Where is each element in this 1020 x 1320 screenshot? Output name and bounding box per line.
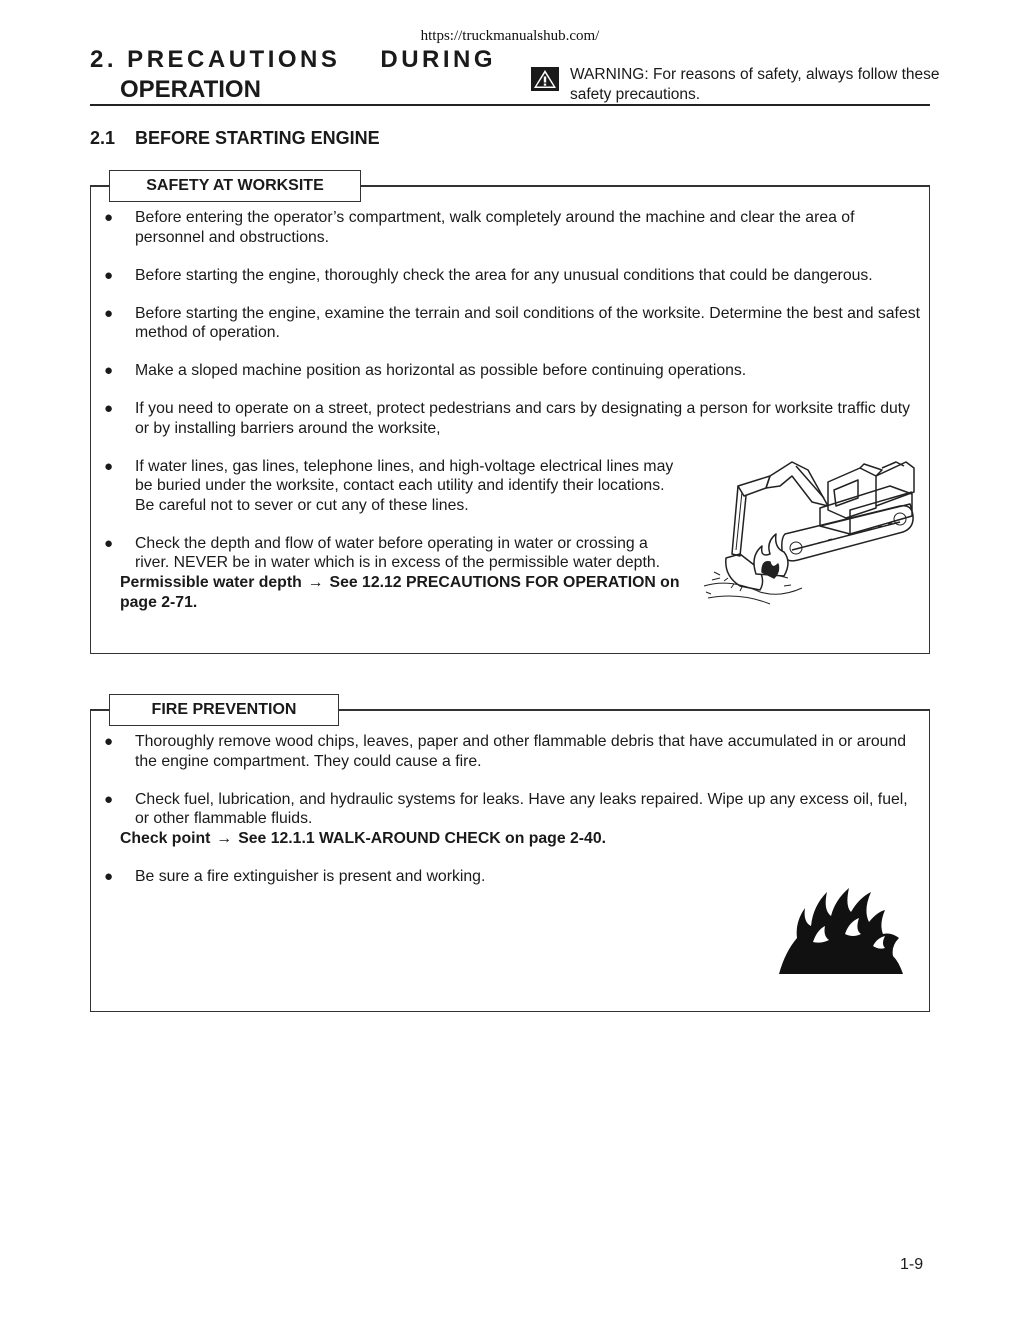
flames-icon — [775, 882, 905, 977]
arrow-icon: → — [307, 573, 324, 591]
bullet: ● — [104, 362, 114, 379]
list-item — [90, 304, 925, 343]
bullet: ● — [104, 457, 114, 475]
chapter-title-part2: DURING — [380, 46, 497, 73]
list-item — [90, 732, 925, 771]
bullet: ● — [104, 304, 114, 322]
bullet: ● — [104, 868, 114, 885]
list-item-text: Before starting the engine, examine the terrain and soil conditions of the worksite. Determine the best and safest method of operation. — [135, 304, 921, 341]
bullet: ● — [104, 790, 114, 808]
list-item-text: If water lines, gas lines, telephone lines, and high-voltage electrical lines may be buried under the worksite, contact each utility and identify their locations. Be careful not to sever or cut any of these lines. — [135, 457, 674, 514]
list-item-text: Before starting the engine, thoroughly check the area for any unusual conditions that could be dangerous. — [135, 266, 873, 284]
reference-label: Check point — [120, 829, 211, 847]
reference-text: See 12.1.1 WALK-AROUND CHECK on page 2-40. — [238, 829, 606, 847]
list-item-text: Before entering the operator’s compartment, walk completely around the machine and clear the area of personnel and obstructions. — [135, 209, 855, 246]
list-item — [90, 266, 925, 286]
fire-tab-label: FIRE PREVENTION — [109, 694, 339, 726]
list-item-text: If you need to operate on a street, protect pedestrians and cars by designating a person for worksite traffic duty or by installing barriers around the worksite, — [135, 400, 911, 437]
bullet: ● — [104, 534, 114, 552]
list-item-text: Thoroughly remove wood chips, leaves, paper and other flammable debris that have accumulated in or around the engine compartment. They could cause a fire. — [135, 733, 906, 770]
page-number: 1-9 — [900, 1256, 924, 1273]
check-point-reference — [120, 829, 925, 849]
list-item — [90, 534, 680, 613]
arrow-icon: → — [216, 829, 233, 847]
water-depth-reference — [120, 573, 680, 613]
bullet: ● — [104, 266, 114, 284]
list-item — [90, 790, 925, 849]
excavator-digging-near-fire-illustration — [700, 446, 920, 616]
list-item-text: Check the depth and flow of water before operating in water or crossing a river. NEVER be in water which is in excess of the permissible water depth. — [135, 534, 661, 571]
reference-label: Permissible water depth — [120, 573, 302, 591]
bullet: ● — [104, 209, 114, 226]
reference-text: See 12.12 PRECAUTIONS FOR OPERATION on page 2-71. — [120, 573, 680, 611]
bullet: ● — [104, 733, 114, 750]
list-item — [90, 457, 675, 516]
warning-text: WARNING: For reasons of safety, always follow these safety precautions. — [570, 66, 940, 103]
section-title-text: BEFORE STARTING ENGINE — [135, 128, 380, 148]
list-item-text: Check fuel, lubrication, and hydraulic systems for leaks. Have any leaks repaired. Wipe up any excess oil, fuel, or other flammable fluids. — [135, 790, 908, 827]
source-url: https://truckmanualshub.com/ — [420, 28, 600, 44]
list-item — [90, 208, 925, 247]
safety-tab-label: SAFETY AT WORKSITE — [109, 170, 361, 202]
chapter-title-part1: 2. PRECAUTIONS — [90, 46, 341, 73]
list-item-text: Be sure a fire extinguisher is present and working. — [135, 868, 486, 885]
chapter-title-line2: OPERATION — [120, 76, 261, 103]
header-divider — [90, 104, 930, 106]
fire-list — [90, 732, 925, 905]
bullet: ● — [104, 400, 114, 417]
section-number: 2.1 — [90, 128, 116, 148]
list-item — [90, 399, 925, 438]
section-title — [90, 128, 380, 149]
list-item — [90, 361, 925, 381]
chapter-title — [90, 46, 496, 74]
warning-triangle-icon — [531, 67, 559, 91]
list-item-text: Make a sloped machine position as horizontal as possible before continuing operations. — [135, 362, 747, 379]
